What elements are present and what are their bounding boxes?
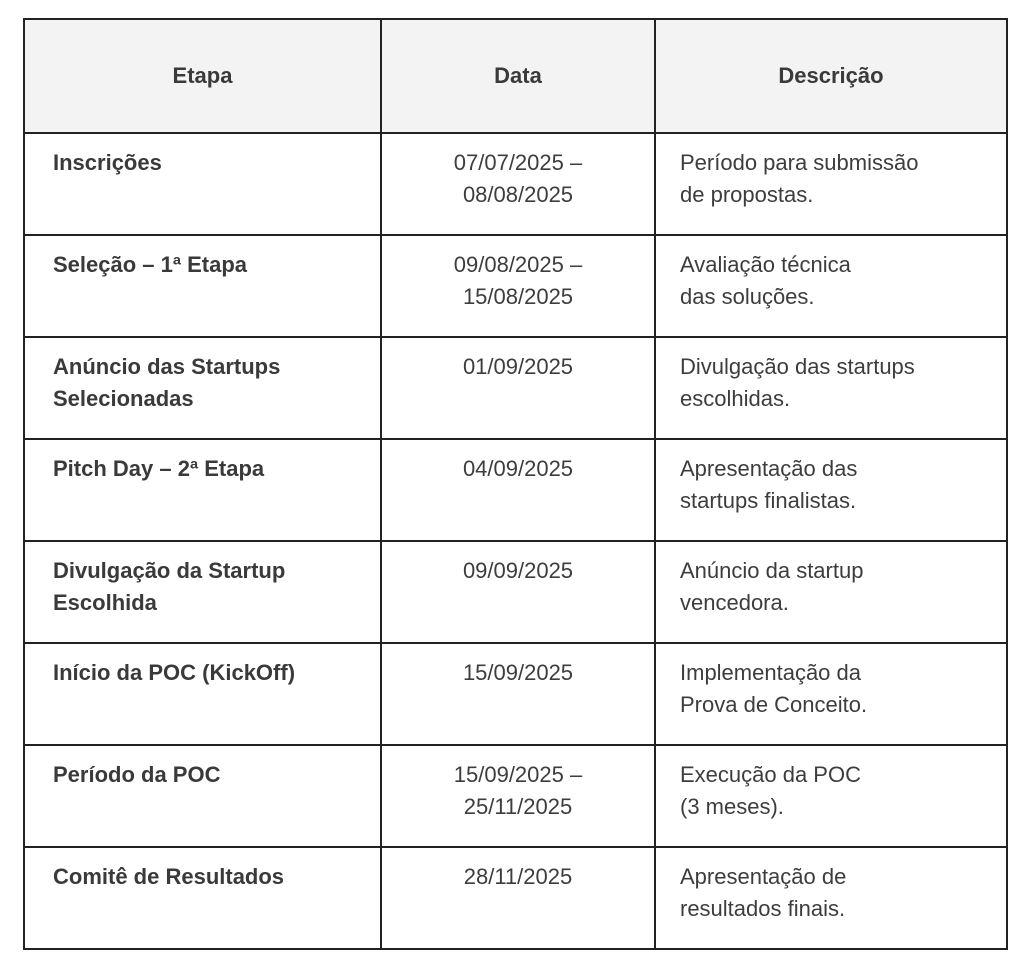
date-cell [381,541,655,643]
table-row [24,541,1007,643]
header-stage: Etapa [24,19,381,133]
description-cell [655,541,1007,643]
description-text: Divulgação das startups [680,354,915,379]
description-text: escolhidas. [680,386,791,411]
date-cell [381,439,655,541]
header-date: Data [381,19,655,133]
stage-text: Período da POC [53,762,221,787]
description-text: Avaliação técnica [680,252,851,277]
description-cell [655,847,1007,949]
stage-cell [24,847,381,949]
stage-cell [24,133,381,235]
date-cell [381,235,655,337]
description-text: resultados finais. [680,896,846,921]
table-row [24,745,1007,847]
stage-text: Seleção – 1ª Etapa [53,252,248,277]
header-description: Descrição [655,19,1007,133]
date-cell [381,337,655,439]
date-text: 15/08/2025 [462,284,574,309]
description-text: das soluções. [680,284,815,309]
description-text: vencedora. [680,590,789,615]
stage-text: Início da POC (KickOff) [53,660,296,685]
description-cell [655,133,1007,235]
table-row [24,439,1007,541]
table-row [24,235,1007,337]
description-text: Prova de Conceito. [680,692,868,717]
table-header [24,19,1007,133]
date-text: 25/11/2025 [463,794,573,819]
date-text: 09/09/2025 [462,558,574,583]
date-text: 08/08/2025 [462,182,574,207]
table-row [24,847,1007,949]
stage-text: Selecionadas [53,386,194,411]
date-cell [381,643,655,745]
table-body [24,133,1007,949]
description-cell [655,337,1007,439]
stage-text: Pitch Day – 2ª Etapa [53,456,265,481]
stage-cell [24,337,381,439]
date-cell [381,847,655,949]
description-cell [655,235,1007,337]
stage-cell [24,235,381,337]
date-text: 15/09/2025 – [453,762,583,787]
date-text: 04/09/2025 [462,456,574,481]
description-text: Execução da POC [680,762,861,787]
description-cell [655,439,1007,541]
date-text: 09/08/2025 – [453,252,583,277]
description-text: Implementação da [680,660,861,685]
date-text: 15/09/2025 [462,660,574,685]
description-text: Anúncio da startup [680,558,864,583]
stage-cell [24,745,381,847]
date-cell [381,133,655,235]
stage-cell [24,541,381,643]
table-row [24,643,1007,745]
date-cell [381,745,655,847]
header-row [24,19,1007,133]
stage-cell [24,439,381,541]
description-cell [655,745,1007,847]
description-text: de propostas. [680,182,814,207]
stage-text: Divulgação da Startup [53,558,286,583]
stage-text: Escolhida [53,590,157,615]
date-text: 28/11/2025 [463,864,573,889]
schedule-table [23,18,1008,950]
date-text: 07/07/2025 – [453,150,583,175]
description-text: startups finalistas. [680,488,857,513]
description-text: Apresentação das [680,456,858,481]
stage-text: Inscrições [53,150,162,175]
description-cell [655,643,1007,745]
table-row [24,133,1007,235]
table-row [24,337,1007,439]
date-text: 01/09/2025 [462,354,574,379]
stage-cell [24,643,381,745]
description-text: Período para submissão [680,150,919,175]
stage-text: Comitê de Resultados [53,864,285,889]
stage-text: Anúncio das Startups [53,354,281,379]
description-text: (3 meses). [680,794,784,819]
description-text: Apresentação de [680,864,847,889]
